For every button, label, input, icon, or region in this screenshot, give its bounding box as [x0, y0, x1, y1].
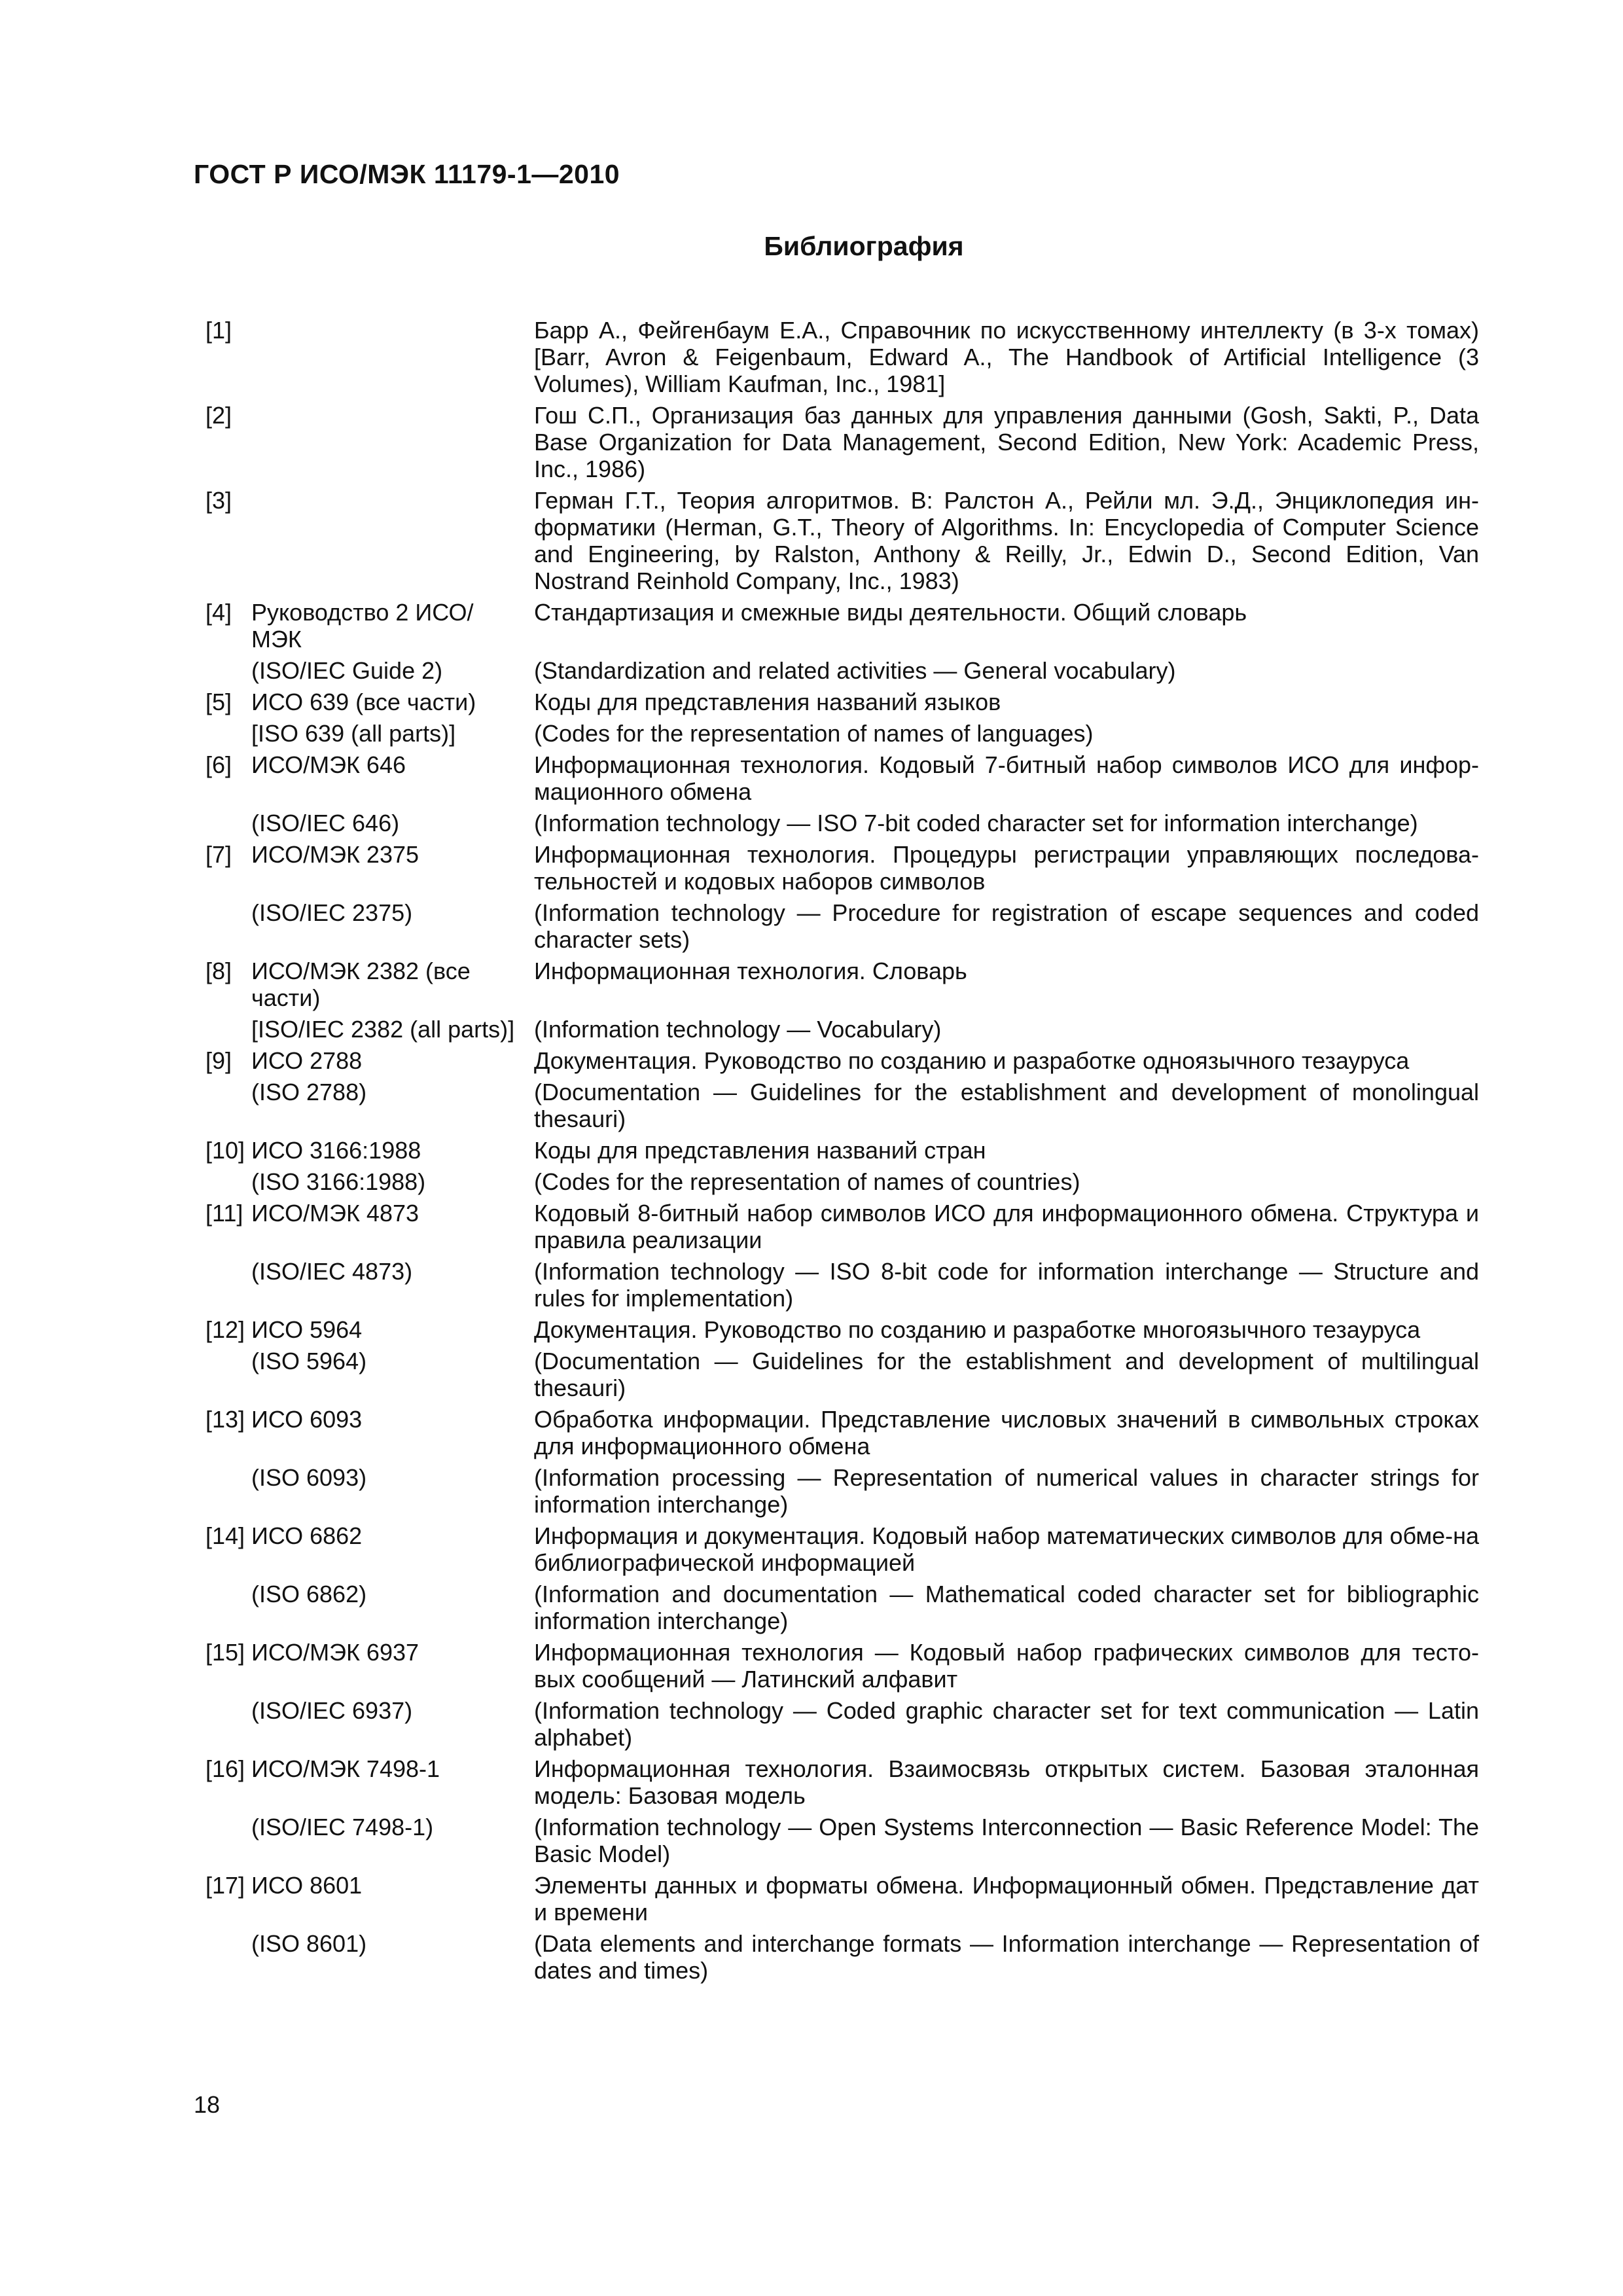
standard-code: [ISO/IEC 2382 (all parts)]	[251, 1016, 515, 1043]
standard-code: (ISO/IEC Guide 2)	[251, 657, 443, 684]
bibliography-row	[205, 599, 1479, 653]
bibliography-row	[205, 317, 1479, 397]
entry-number: [9]	[205, 1047, 232, 1074]
standard-code: ИСО 6862	[251, 1522, 363, 1549]
bibliography-row	[205, 810, 1479, 836]
bibliography-row	[205, 487, 1479, 594]
entry-number: [17]	[205, 1872, 245, 1899]
bibliography-row	[205, 751, 1479, 805]
entry-number: [8]	[205, 958, 232, 984]
bibliography-row	[205, 841, 1479, 895]
entry-description: Информационная технология. Взаимосвязь открытых систем. Базовая эталонная модель: Базовая модель	[534, 1755, 1479, 1809]
entry-description: Информационная технология. Процедуры регистрации управляющих последова-тельностей и кодовых наборов символов	[534, 841, 1479, 895]
bibliography-row	[205, 1047, 1479, 1074]
entry-description: Барр А., Фейгенбаум Е.А., Справочник по искусственному интеллекту (в 3-х томах) [Barr, Avron & Feigenbaum, Edward A., The Handbook of Artificial Intelligence (3 Volumes), William Kaufman, Inc., 1981]	[534, 317, 1479, 397]
bibliography-row	[205, 1406, 1479, 1460]
entry-description: Информационная технология. Словарь	[534, 958, 967, 984]
entry-number: [7]	[205, 841, 232, 868]
standard-code: [ISO 639 (all parts)]	[251, 720, 456, 747]
entry-description: Стандартизация и смежные виды деятельности. Общий словарь	[534, 599, 1247, 626]
bibliography-row	[205, 1200, 1479, 1253]
bibliography-entry	[205, 487, 1479, 594]
bibliography-row	[205, 1930, 1479, 1984]
standard-code: ИСО 639 (все части)	[251, 689, 476, 715]
standard-code: Руководство 2 ИСО/МЭК	[251, 599, 474, 653]
bibliography-entry	[205, 958, 1479, 1043]
entry-number: [12]	[205, 1316, 245, 1343]
bibliography-entry	[205, 317, 1479, 397]
bibliography-entry	[205, 1047, 1479, 1132]
bibliography-entry	[205, 689, 1479, 747]
entry-description: (Codes for the representation of names of languages)	[534, 720, 1094, 747]
entry-description: Документация. Руководство по созданию и разработке одноязычного тезауруса	[534, 1047, 1410, 1074]
standard-code: (ISO 2788)	[251, 1079, 367, 1105]
entry-description: (Documentation — Guidelines for the establishment and development of multilingual thesauri)	[534, 1348, 1479, 1401]
entry-number: [13]	[205, 1406, 245, 1433]
bibliography-row	[205, 958, 1479, 1011]
entry-number: [2]	[205, 402, 232, 429]
entry-description: (Information technology — Open Systems Interconnection — Basic Reference Model: The Basic Model)	[534, 1814, 1479, 1867]
bibliography-row	[205, 1581, 1479, 1634]
bibliography-row	[205, 1755, 1479, 1809]
bibliography-entry	[205, 841, 1479, 953]
bibliography-row	[205, 1168, 1479, 1195]
bibliography-row	[205, 402, 1479, 482]
entry-number: [5]	[205, 689, 232, 715]
document-header: ГОСТ Р ИСО/МЭК 11179-1—2010	[194, 159, 620, 189]
entry-description: Кодовый 8-битный набор символов ИСО для информационного обмена. Структура и правила реализации	[534, 1200, 1479, 1253]
standard-code: ИСО 2788	[251, 1047, 363, 1074]
entry-description: Герман Г.Т., Теория алгоритмов. В: Ралстон А., Рейли мл. Э.Д., Энциклопедия ин-форматики (Herman, G.T., Theory of Algorithms. In: Encyclopedia of Computer Science and Engineering, by Ralston, Anthony & Reilly, Jr., Edwin D., Second Edition, Van Nostrand Reinhold Company, Inc., 1983)	[534, 487, 1479, 594]
bibliography-row	[205, 1016, 1479, 1043]
entry-description: (Codes for the representation of names of countries)	[534, 1168, 1080, 1195]
entry-description: (Documentation — Guidelines for the establishment and development of monolingual thesauri)	[534, 1079, 1479, 1132]
entry-description: Документация. Руководство по созданию и разработке многоязычного тезауруса	[534, 1316, 1421, 1343]
standard-code: ИСО/МЭК 646	[251, 751, 406, 778]
standard-code: (ISO 6093)	[251, 1464, 367, 1491]
bibliography-row	[205, 720, 1479, 747]
bibliography-entry	[205, 1755, 1479, 1867]
entry-description: Информационная технология. Кодовый 7-битный набор символов ИСО для инфор-мационного обмена	[534, 751, 1479, 805]
entry-description: Информация и документация. Кодовый набор математических символов для обме-на библиографической информацией	[534, 1522, 1479, 1576]
standard-code: (ISO/IEC 2375)	[251, 899, 413, 926]
section-title: Библиография	[764, 231, 964, 261]
entry-description: Информационная технология — Кодовый набор графических символов для тесто-вых сообщений — Латинский алфавит	[534, 1639, 1479, 1693]
entry-number: [1]	[205, 317, 232, 344]
bibliography-entry	[205, 751, 1479, 836]
bibliography-row	[205, 1814, 1479, 1867]
bibliography-row	[205, 1872, 1479, 1926]
entry-description: (Information and documentation — Mathematical coded character set for bibliographic information interchange)	[534, 1581, 1479, 1634]
standard-code: ИСО/МЭК 2382 (все части)	[251, 958, 471, 1011]
standard-code: ИСО/МЭК 7498-1	[251, 1755, 440, 1782]
entry-number: [6]	[205, 751, 232, 778]
bibliography-row	[205, 899, 1479, 953]
entry-description: Коды для представления названий языков	[534, 689, 1001, 715]
entry-description: (Information technology — ISO 8-bit code for information interchange — Structure and rules for implementation)	[534, 1258, 1479, 1312]
standard-code: ИСО 5964	[251, 1316, 363, 1343]
standard-code: ИСО/МЭК 4873	[251, 1200, 419, 1227]
bibliography-entry	[205, 1639, 1479, 1751]
entry-number: [11]	[205, 1200, 243, 1227]
standard-code: ИСО 8601	[251, 1872, 363, 1899]
bibliography-row	[205, 1137, 1479, 1164]
bibliography-entry	[205, 599, 1479, 684]
bibliography-entry	[205, 1406, 1479, 1518]
bibliography-row	[205, 1348, 1479, 1401]
bibliography-entry	[205, 402, 1479, 482]
entry-description: (Information technology — Procedure for registration of escape sequences and coded character sets)	[534, 899, 1479, 953]
page-number: 18	[194, 2091, 221, 2118]
entry-description: (Data elements and interchange formats — Information interchange — Representation of dates and times)	[534, 1930, 1479, 1984]
entry-number: [3]	[205, 487, 232, 514]
bibliography-row	[205, 1697, 1479, 1751]
entry-number: [15]	[205, 1639, 245, 1666]
standard-code: ИСО/МЭК 2375	[251, 841, 419, 868]
entry-description: Обработка информации. Представление числовых значений в символьных строках для информационного обмена	[534, 1406, 1479, 1460]
entry-number: [14]	[205, 1522, 245, 1549]
standard-code: (ISO/IEC 4873)	[251, 1258, 413, 1285]
entry-description: Коды для представления названий стран	[534, 1137, 986, 1164]
bibliography-row	[205, 1464, 1479, 1518]
standard-code: (ISO 6862)	[251, 1581, 367, 1607]
entry-description: (Information technology — Coded graphic character set for text communication — Latin alphabet)	[534, 1697, 1479, 1751]
bibliography-entry	[205, 1522, 1479, 1634]
bibliography-entry	[205, 1316, 1479, 1401]
entry-description: Гош С.П., Организация баз данных для управления данными (Gosh, Sakti, P., Data Base Organization for Data Management, Second Edition, New York: Academic Press, Inc., 1986)	[534, 402, 1479, 482]
bibliography-entry	[205, 1200, 1479, 1312]
bibliography-row	[205, 1316, 1479, 1343]
bibliography-row	[205, 1079, 1479, 1132]
entry-number: [4]	[205, 599, 232, 626]
bibliography-row	[205, 1639, 1479, 1693]
standard-code: (ISO 5964)	[251, 1348, 367, 1374]
entry-description: (Standardization and related activities — General vocabulary)	[534, 657, 1176, 684]
standard-code: (ISO/IEC 646)	[251, 810, 400, 836]
standard-code: (ISO 8601)	[251, 1930, 367, 1957]
bibliography-list	[205, 317, 1479, 1988]
bibliography-row	[205, 1258, 1479, 1312]
standard-code: (ISO 3166:1988)	[251, 1168, 426, 1195]
bibliography-row	[205, 1522, 1479, 1576]
entry-description: (Information technology — Vocabulary)	[534, 1016, 942, 1043]
entry-description: Элементы данных и форматы обмена. Информационный обмен. Представление дат и времени	[534, 1872, 1479, 1926]
bibliography-row	[205, 657, 1479, 684]
standard-code: ИСО 3166:1988	[251, 1137, 421, 1164]
standard-code: ИСО 6093	[251, 1406, 363, 1433]
bibliography-row	[205, 689, 1479, 715]
standard-code: (ISO/IEC 7498-1)	[251, 1814, 434, 1840]
bibliography-entry	[205, 1137, 1479, 1195]
entry-description: (Information processing — Representation of numerical values in character strings for information interchange)	[534, 1464, 1479, 1518]
standard-code: (ISO/IEC 6937)	[251, 1697, 413, 1724]
standard-code: ИСО/МЭК 6937	[251, 1639, 419, 1666]
bibliography-entry	[205, 1872, 1479, 1984]
entry-description: (Information technology — ISO 7-bit coded character set for information interchange)	[534, 810, 1418, 836]
entry-number: [10]	[205, 1137, 245, 1164]
entry-number: [16]	[205, 1755, 245, 1782]
